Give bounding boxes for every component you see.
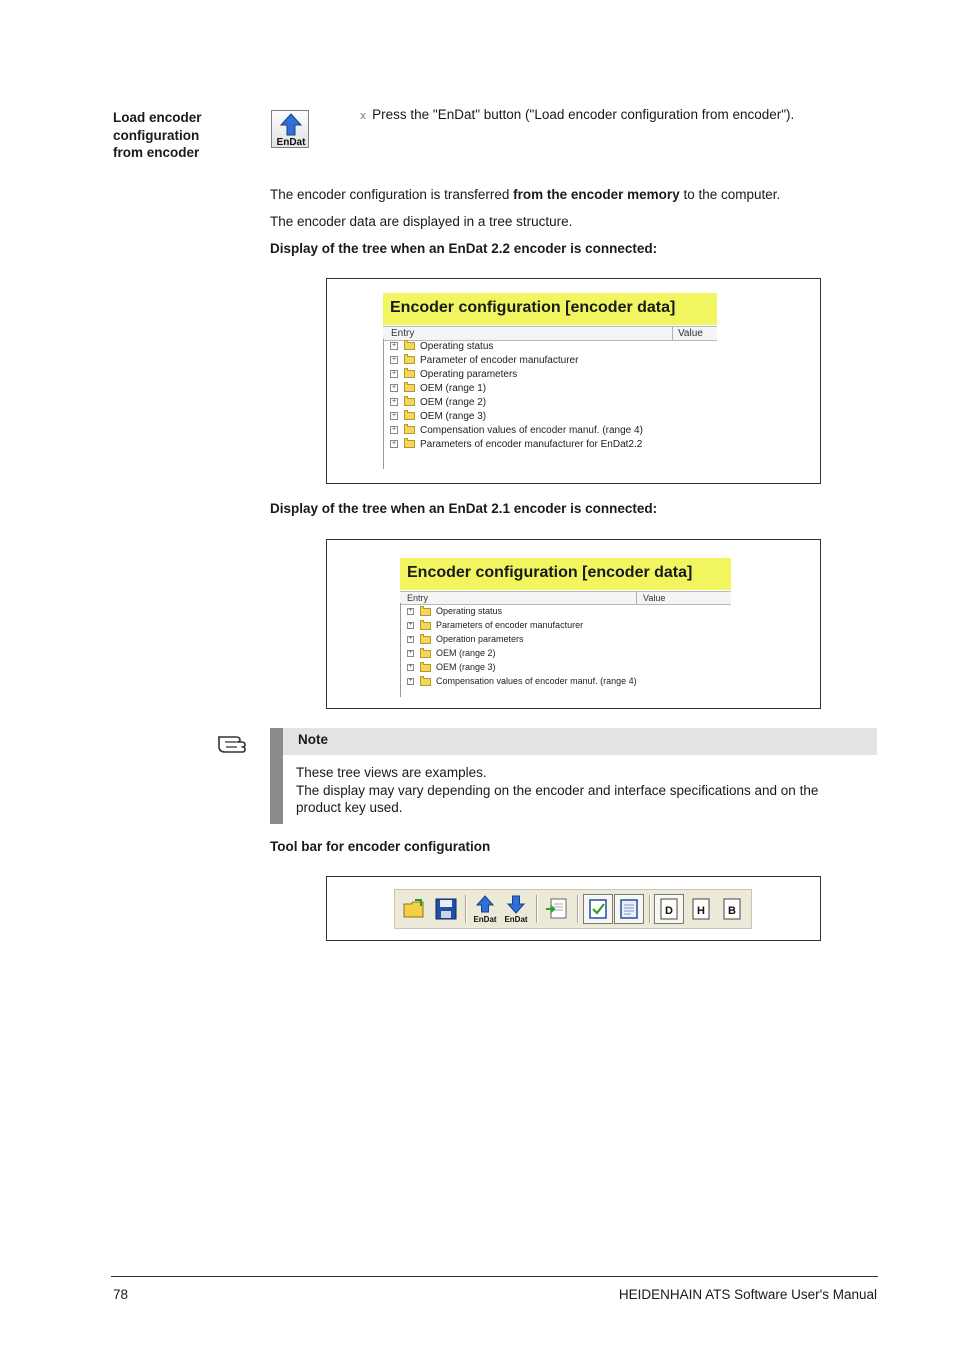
tree-item-label: Parameters of encoder manufacturer for EnDat2.2 — [420, 439, 643, 450]
section-heading-line: Load encoder — [113, 110, 202, 125]
toolbar-separator — [536, 895, 537, 923]
tree-item-oem-range3[interactable] — [390, 411, 486, 423]
hex-display-button[interactable] — [686, 894, 716, 924]
paragraph-text: to the computer. — [679, 187, 781, 202]
expand-icon[interactable]: + — [408, 650, 413, 657]
tree-item-manufacturer-params[interactable] — [390, 355, 578, 367]
expand-icon[interactable]: + — [391, 356, 397, 364]
expand-icon[interactable]: + — [391, 412, 397, 420]
endat-download-button[interactable] — [501, 894, 531, 924]
tree-item-operating-params[interactable] — [390, 369, 517, 381]
decimal-label: D — [665, 905, 673, 917]
binary-document-icon — [717, 894, 747, 924]
section-heading-line: from encoder — [113, 145, 200, 160]
binary-display-button[interactable] — [717, 894, 747, 924]
note-body — [296, 764, 871, 817]
folder-icon — [404, 370, 415, 378]
note-line: product key used. — [296, 800, 403, 815]
folder-icon — [420, 608, 431, 616]
instruction-text: Press the "EnDat" button ("Load encoder configuration from encoder"). — [372, 107, 795, 122]
download-arrow-icon — [501, 894, 531, 924]
tree-item-compensation-values[interactable] — [407, 675, 637, 687]
import-document-icon — [542, 894, 572, 924]
tree-item-label: OEM (range 3) — [420, 411, 487, 422]
column-value[interactable]: Value — [678, 328, 703, 339]
tree-title-bar: Encoder configuration [encoder data] — [400, 558, 731, 590]
tree-item-label: OEM (range 3) — [436, 662, 496, 672]
subheading-toolbar: Tool bar for encoder configuration — [270, 839, 491, 854]
hex-document-icon — [686, 894, 716, 924]
open-folder-icon — [399, 894, 429, 924]
decimal-document-icon — [655, 895, 683, 923]
tree-item-operation-params[interactable] — [407, 633, 524, 645]
column-entry[interactable]: Entry — [407, 593, 429, 603]
folder-icon — [404, 384, 415, 392]
check-button[interactable] — [583, 894, 613, 924]
tree-item-oem-range2[interactable] — [390, 397, 486, 409]
tree-item-label: Operation parameters — [436, 634, 524, 644]
view-document-button[interactable] — [614, 894, 644, 924]
tree-item-operating-status[interactable] — [407, 605, 502, 617]
column-separator[interactable] — [636, 592, 637, 604]
import-button[interactable] — [542, 894, 572, 924]
transfer-paragraph — [270, 187, 780, 202]
encoder-tree-endat21 — [400, 558, 731, 698]
decimal-display-button[interactable] — [654, 894, 684, 924]
tree-paragraph: The encoder data are displayed in a tree structure. — [270, 214, 573, 229]
tree-item-label: Parameter of encoder manufacturer — [420, 355, 579, 366]
section-heading — [113, 109, 253, 162]
folder-icon — [420, 622, 431, 630]
expand-icon[interactable]: + — [408, 678, 413, 685]
figure-frame-endat22 — [326, 278, 821, 484]
binary-label: B — [728, 905, 736, 917]
manual-title: HEIDENHAIN ATS Software User's Manual — [618, 1287, 877, 1302]
folder-icon — [420, 650, 431, 658]
paragraph-bold-text: from the encoder memory — [513, 187, 680, 202]
folder-icon — [420, 664, 431, 672]
folder-icon — [404, 426, 415, 434]
tree-item-oem-range1[interactable] — [390, 383, 486, 395]
document-icon — [615, 895, 643, 923]
tree-item-operating-status[interactable] — [390, 341, 493, 353]
bullet-marker: x — [360, 110, 367, 122]
section-heading-line: configuration — [113, 127, 200, 143]
instruction-step — [360, 107, 794, 122]
expand-icon[interactable]: + — [408, 608, 413, 615]
page-number: 78 — [113, 1287, 129, 1302]
tree-item-endat22-params[interactable] — [390, 439, 642, 451]
tree-item-oem-range3[interactable] — [407, 661, 496, 673]
expand-icon[interactable]: + — [408, 622, 413, 629]
tree-title-bar: Encoder configuration [encoder data] — [383, 293, 717, 325]
note-header — [283, 728, 877, 755]
checkbox-document-icon — [584, 895, 612, 923]
paragraph-text: The encoder configuration is transferred — [270, 187, 514, 202]
subheading-endat21: Display of the tree when an EnDat 2.1 encoder is connected: — [270, 501, 658, 516]
folder-icon — [404, 356, 415, 364]
folder-icon — [404, 412, 415, 420]
tree-item-label: Operating status — [420, 341, 494, 352]
endat-upload-label: EnDat — [473, 915, 497, 924]
endat-load-button[interactable] — [271, 110, 309, 148]
expand-icon[interactable]: + — [391, 370, 397, 378]
folder-icon — [404, 398, 415, 406]
floppy-disk-icon — [431, 894, 461, 924]
tree-item-label: Compensation values of encoder manuf. (range 4) — [420, 425, 643, 436]
folder-icon — [420, 678, 431, 686]
column-separator[interactable] — [672, 327, 673, 340]
toolbar-separator — [577, 895, 578, 923]
encoder-tree-endat22 — [383, 293, 717, 471]
tree-item-label: Operating status — [436, 606, 503, 616]
tree-item-label: OEM (range 2) — [436, 648, 496, 658]
expand-icon[interactable]: + — [408, 636, 413, 643]
column-entry[interactable]: Entry — [391, 328, 415, 339]
tree-scroll-edge — [383, 339, 384, 469]
tree-item-label: OEM (range 2) — [420, 397, 487, 408]
note-side-bar — [270, 728, 283, 824]
note-line: These tree views are examples. — [296, 765, 487, 780]
expand-icon[interactable]: + — [391, 398, 397, 406]
encoder-config-toolbar — [394, 889, 752, 929]
open-file-button[interactable] — [399, 894, 429, 924]
endat-upload-button[interactable] — [470, 894, 500, 924]
toolbar-separator — [649, 895, 650, 923]
upload-arrow-icon — [470, 894, 500, 924]
note-line: The display may vary depending on the encoder and interface specifications and on the — [296, 782, 819, 798]
tree-item-label: OEM (range 1) — [420, 383, 487, 394]
tree-item-label: Compensation values of encoder manuf. (range 4) — [436, 676, 637, 686]
hex-label: H — [697, 905, 705, 917]
pointing-hand-icon — [216, 727, 252, 757]
expand-icon[interactable]: + — [391, 384, 397, 392]
figure-frame-endat21 — [326, 539, 821, 709]
tree-item-compensation-values[interactable] — [390, 425, 643, 437]
upload-arrow-icon — [272, 111, 310, 149]
tree-item-manufacturer-params[interactable] — [407, 619, 583, 631]
toolbar-separator — [465, 895, 466, 923]
tree-item-label: Operating parameters — [420, 369, 518, 380]
note-title: Note — [298, 732, 328, 747]
tree-item-label: Parameters of encoder manufacturer — [436, 620, 584, 630]
expand-icon[interactable]: + — [391, 426, 397, 434]
endat-button-label: EnDat — [276, 137, 306, 148]
expand-icon[interactable]: + — [408, 664, 413, 671]
tree-column-header — [383, 326, 717, 341]
expand-icon[interactable]: + — [391, 440, 397, 448]
endat-download-label: EnDat — [504, 915, 528, 924]
expand-icon[interactable]: + — [391, 342, 397, 350]
column-value[interactable]: Value — [643, 593, 666, 603]
folder-icon — [404, 342, 415, 350]
tree-item-oem-range2[interactable] — [407, 647, 496, 659]
subheading-endat22: Display of the tree when an EnDat 2.2 encoder is connected: — [270, 241, 658, 256]
tree-column-header — [400, 591, 731, 605]
folder-icon — [404, 440, 415, 448]
footer-rule — [111, 1276, 878, 1277]
folder-icon — [420, 636, 431, 644]
tree-scroll-edge — [400, 603, 401, 697]
save-button[interactable] — [431, 894, 461, 924]
